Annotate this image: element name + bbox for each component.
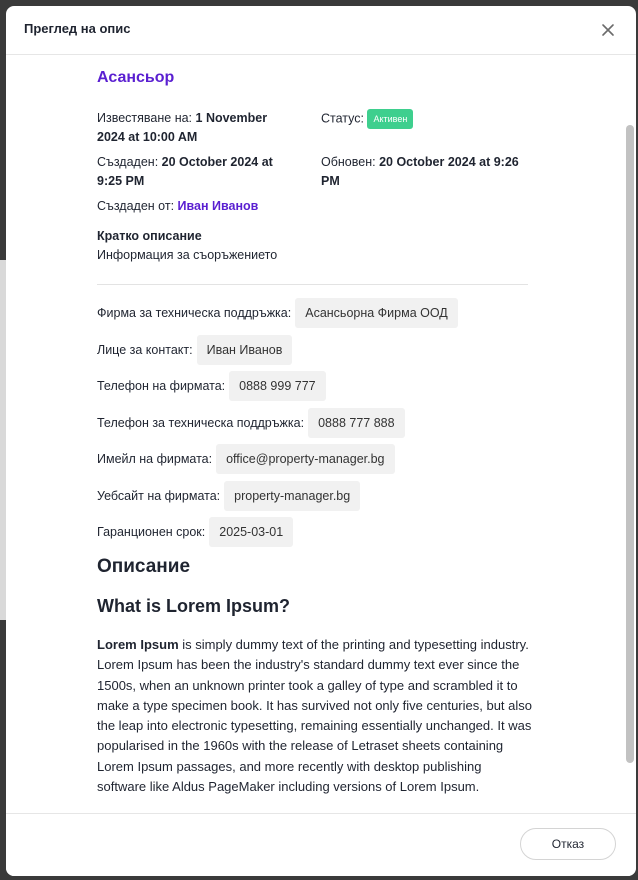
- scrollbar-thumb[interactable]: [626, 125, 634, 763]
- field-value: Асансьорна Фирма ООД: [295, 298, 458, 328]
- field-warranty: [97, 517, 293, 547]
- field-support-phone: [97, 408, 405, 438]
- field-value: 0888 777 888: [308, 408, 404, 438]
- field-company-website: [97, 481, 360, 511]
- view-inventory-modal: [6, 6, 636, 876]
- created-by-label: Създаден от:: [97, 199, 175, 213]
- notification-value: 1 November 2024 at 10:00 AM: [97, 111, 268, 144]
- description-body: is simply dummy text of the printing and typesetting industry. Lorem Ipsum has been the industry's standard dummy text ever since the 1500s, when an unknown printer took a galley of type and scrambled it to make a type specimen book. It has survived not only five centuries, but also the leap into electronic typesetting, remaining essentially unchanged. It was popularised in the 1960s with the release of Letraset sheets containing Lorem Ipsum passages, and more recently with desktop publishing software like Aldus PageMaker including versions of Lorem Ipsum.: [97, 637, 533, 795]
- field-company-email: [97, 444, 395, 474]
- short-description-text: Информация за съоръжението: [97, 248, 278, 262]
- notification-date: [97, 109, 297, 147]
- description-subheading: What is Lorem Ipsum?: [97, 596, 291, 616]
- divider: [97, 284, 528, 285]
- description-heading: Описание: [97, 556, 191, 577]
- modal-title: Преглед на опис: [24, 21, 131, 36]
- modal-body[interactable]: [6, 55, 636, 815]
- field-label: Телефон за техническа поддръжка:: [97, 416, 305, 430]
- modal-footer: [6, 813, 636, 876]
- field-maintenance-company: [97, 298, 458, 328]
- field-contact-person: [97, 335, 292, 365]
- status-badge: Активен: [367, 109, 413, 129]
- field-label: Телефон на фирмата:: [97, 379, 226, 393]
- updated-label: Обновен:: [321, 155, 376, 169]
- cancel-button[interactable]: Отказ: [520, 828, 616, 860]
- field-value: office@property-manager.bg: [216, 444, 394, 474]
- created-date: [97, 153, 297, 191]
- field-label: Фирма за техническа поддръжка:: [97, 306, 292, 320]
- created-by: [97, 197, 397, 216]
- status-label: Статус:: [321, 111, 364, 126]
- created-label: Създаден:: [97, 155, 159, 169]
- field-label: Имейл на фирмата:: [97, 452, 213, 466]
- close-button[interactable]: [598, 20, 618, 40]
- modal-header: [6, 6, 636, 55]
- field-value: property-manager.bg: [224, 481, 360, 511]
- field-value: 2025-03-01: [209, 517, 293, 547]
- field-value: 0888 999 777: [229, 371, 325, 401]
- short-description-title: Кратко описание: [97, 229, 202, 243]
- updated-date: [321, 153, 521, 191]
- field-label: Гаранционен срок:: [97, 525, 206, 539]
- notification-label: Известяване на:: [97, 111, 193, 125]
- description-lead: Lorem Ipsum: [97, 637, 179, 652]
- object-title: Асансьор: [97, 69, 175, 86]
- close-icon: [598, 20, 618, 40]
- description-text: [97, 635, 533, 797]
- created-by-user-link[interactable]: Иван Иванов: [177, 199, 259, 213]
- field-label: Уебсайт на фирмата:: [97, 489, 221, 503]
- field-value: Иван Иванов: [197, 335, 293, 365]
- created-value: 20 October 2024 at 9:25 PM: [97, 155, 273, 188]
- status: [321, 109, 521, 129]
- field-label: Лице за контакт:: [97, 343, 193, 357]
- field-company-phone: [97, 371, 326, 401]
- updated-value: 20 October 2024 at 9:26 PM: [321, 155, 519, 188]
